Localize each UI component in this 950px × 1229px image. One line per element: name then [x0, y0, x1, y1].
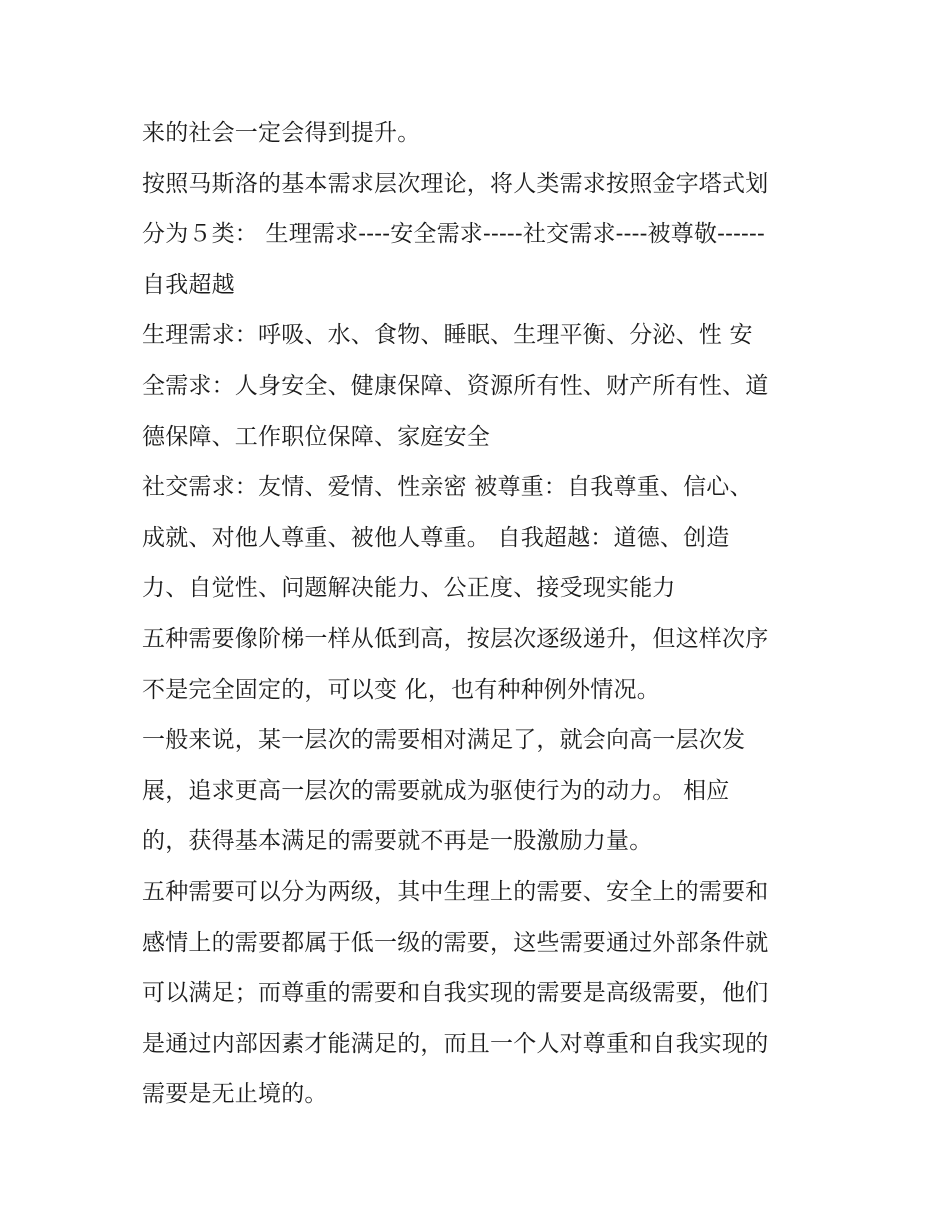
text-line: 感情上的需要都属于低一级的需要，这些需要通过外部条件就	[142, 929, 769, 956]
text-line: 按照马斯洛的基本需求层次理论，将人类需求按照金字塔式划	[142, 170, 769, 197]
text-line: 成就、对他人尊重、被他人尊重。 自我超越：道德、创造	[142, 524, 730, 551]
text-line: 不是完全固定的，可以变 化，也有种种例外情况。	[142, 676, 660, 703]
text-line: 的，获得基本满足的需要就不再是一股激励力量。	[142, 828, 653, 855]
text-line: 全需求：人身安全、健康保障、资源所有性、财产所有性、道	[142, 372, 769, 399]
text-line: 生理需求：呼吸、水、食物、睡眠、生理平衡、分泌、性 安	[142, 322, 753, 349]
text-line: 是通过内部因素才能满足的，而且一个人对尊重和自我实现的	[142, 1030, 769, 1057]
body-text	[142, 108, 822, 1120]
text-line: 德保障、工作职位保障、家庭安全	[142, 423, 490, 450]
text-line: 展，追求更高一层次的需要就成为驱使行为的动力。 相应	[142, 777, 730, 804]
text-line: 社交需求：友情、爱情、性亲密 被尊重：自我尊重、信心、	[142, 474, 753, 501]
text-line: 五种需要可以分为两级，其中生理上的需要、安全上的需要和	[142, 878, 769, 905]
text-line: 可以满足；而尊重的需要和自我实现的需要是高级需要，他们	[142, 980, 769, 1007]
text-line: 来的社会一定会得到提升。	[142, 120, 421, 146]
text-line: 自我超越	[142, 271, 235, 298]
text-line: 分为５类： 生理需求----安全需求-----社交需求----被尊敬------	[142, 221, 765, 248]
text-line: 一般来说，某一层次的需要相对满足了，就会向高一层次发	[142, 727, 746, 754]
text-line: 需要是无止境的。	[142, 1081, 328, 1108]
text-line: 力、自觉性、问题解决能力、公正度、接受现实能力	[142, 575, 676, 602]
text-line: 五种需要像阶梯一样从低到高，按层次逐级递升，但这样次序	[142, 625, 769, 652]
